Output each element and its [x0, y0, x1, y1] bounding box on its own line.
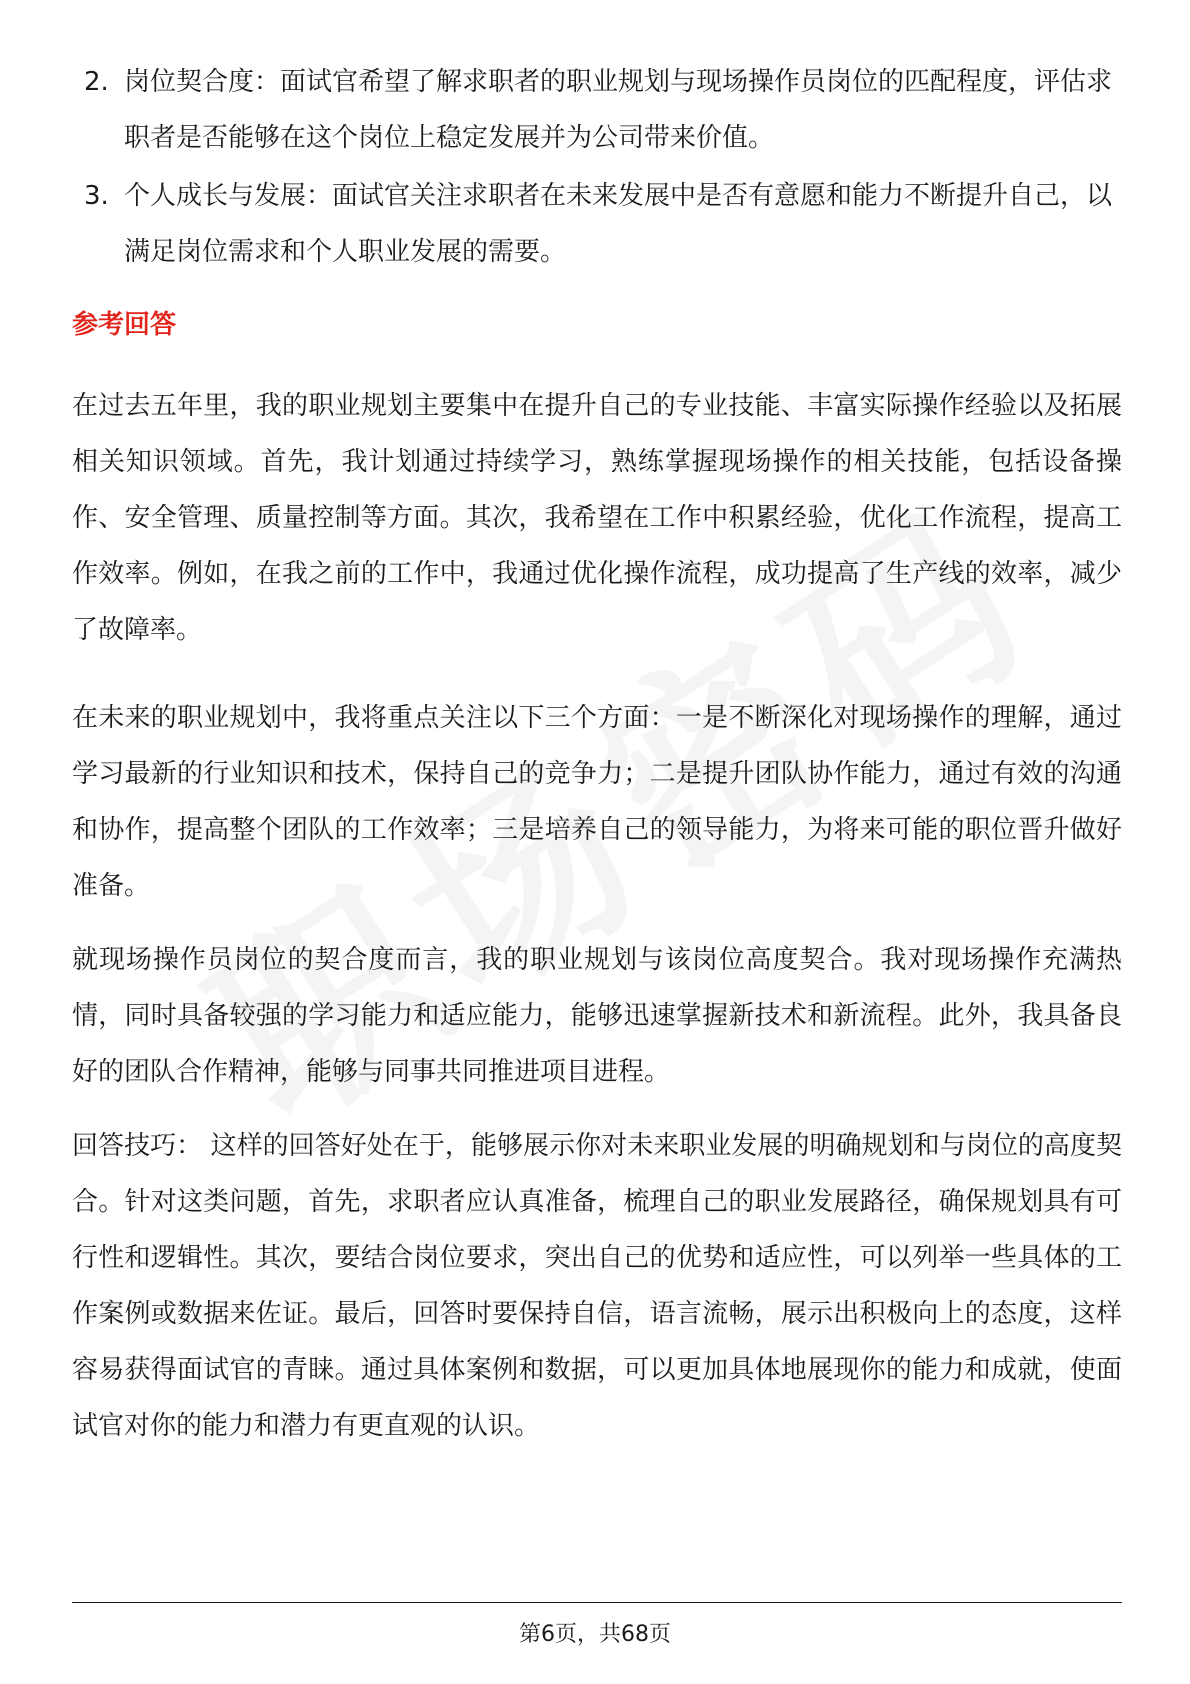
list-item-text: 岗位契合度：面试官希望了解求职者的职业规划与现场操作员岗位的匹配程度，评估求职者是否能够在这个岗位上稳定发展并为公司带来价值。 [124, 67, 1113, 153]
list-item-number: 3. [84, 181, 109, 211]
answer-paragraph: 就现场操作员岗位的契合度而言，我的职业规划与该岗位高度契合。我对现场操作充满热情，同时具备较强的学习能力和适应能力，能够迅速掌握新技术和新流程。此外，我具备良好的团队合作精神，能够与同事共同推进项目进程。 [72, 945, 1122, 1087]
answer-paragraph: 在未来的职业规划中，我将重点关注以下三个方面：一是不断深化对现场操作的理解，通过学习最新的行业知识和技术，保持自己的竞争力；二是提升团队协作能力，通过有效的沟通和协作，提高整个团队的工作效率；三是培养自己的领导能力，为将来可能的职位晋升做好准备。 [72, 703, 1122, 901]
page-number: 第6页，共68页 [519, 1622, 671, 1647]
list-item-number: 2. [84, 67, 109, 97]
list-item [72, 168, 1122, 280]
section-heading: 参考回答 [72, 310, 177, 340]
answer-paragraph: 在过去五年里，我的职业规划主要集中在提升自己的专业技能、丰富实际操作经验以及拓展相关知识领域。首先，我计划通过持续学习，熟练掌握现场操作的相关技能，包括设备操作、安全管理、质量控制等方面。其次，我希望在工作中积累经验，优化工作流程，提高工作效率。例如，在我之前的工作中，我通过优化操作流程，成功提高了生产线的效率，减少了故障率。 [72, 391, 1122, 645]
footer-divider [72, 1602, 1122, 1603]
list-item [72, 54, 1122, 166]
answer-tips-paragraph: 回答技巧： 这样的回答好处在于，能够展示你对未来职业发展的明确规划和与岗位的高度契合。针对这类问题，首先，求职者应认真准备，梳理自己的职业发展路径，确保规划具有可行性和逻辑性。其次，要结合岗位要求，突出自己的优势和适应性，可以列举一些具体的工作案例或数据来佐证。最后，回答时要保持自信，语言流畅，展示出积极向上的态度，这样容易获得面试官的青睐。通过具体案例和数据，可以更加具体地展现你的能力和成就，使面试官对你的能力和潜力有更直观的认识。 [72, 1131, 1122, 1441]
criteria-list [72, 54, 1122, 282]
list-item-text: 个人成长与发展：面试官关注求职者在未来发展中是否有意愿和能力不断提升自己，以满足岗位需求和个人职业发展的需要。 [124, 181, 1113, 267]
